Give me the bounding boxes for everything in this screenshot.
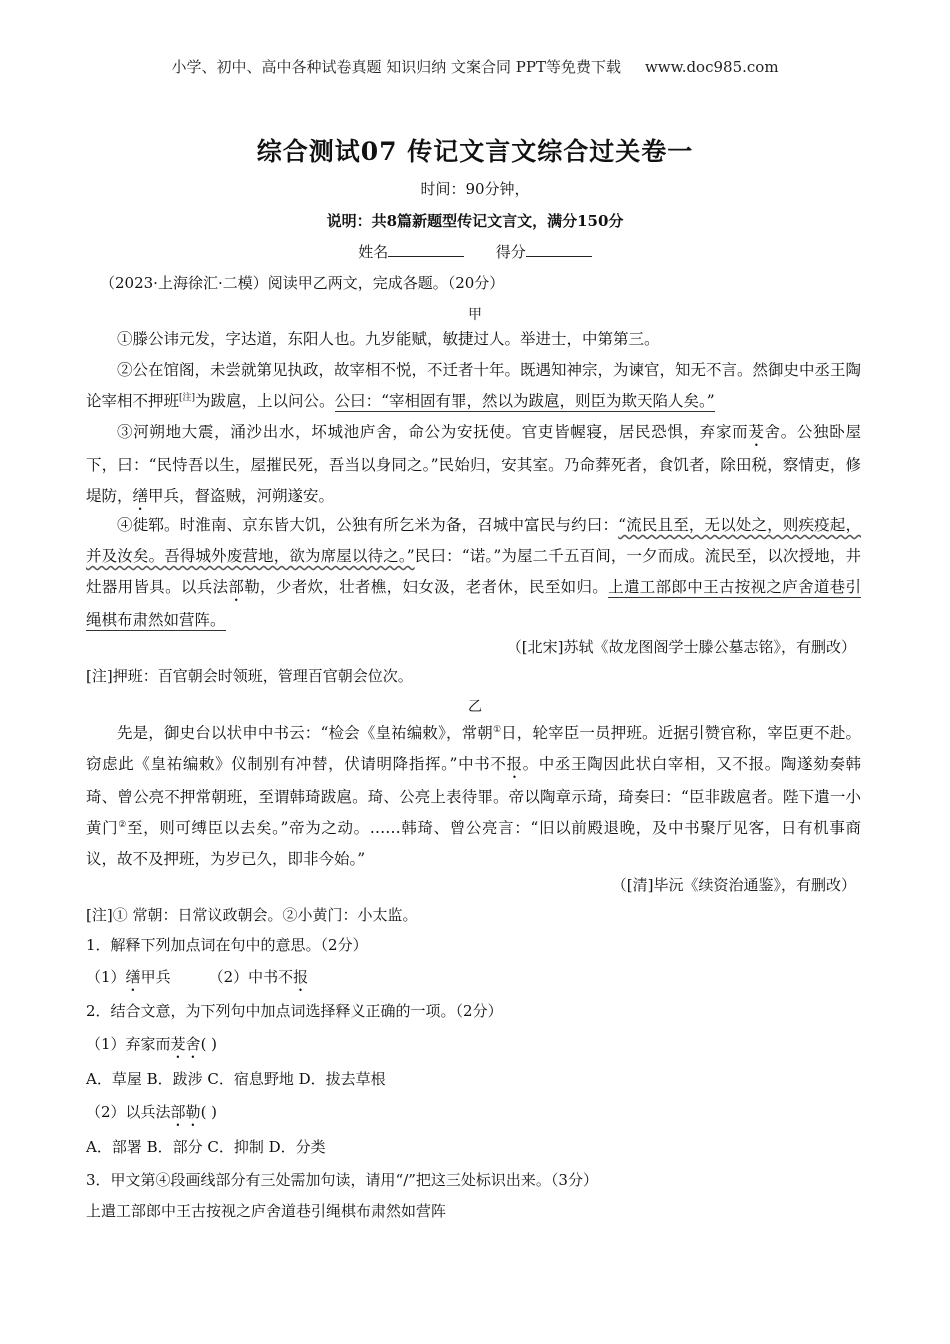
question-2-1-options: A．草屋 B．跋涉 C．宿息野地 D．拔去草根: [86, 1070, 386, 1088]
jia-paragraph-2: ②公在馆阁，未尝就第见执政，故宰相不悦，不迁者十年。既遇知神宗，为谏官，知无不言。然御史中丞王陶论宰相不押班[注]为跋扈，上以问公。公曰：“宰相固有罪，然以为跋扈，则臣为欺天陷人矣。”: [86, 361, 862, 410]
question-1-items: （1）缮甲兵 （2）中书不报: [86, 968, 309, 986]
dotted-word: 部: [228, 578, 245, 596]
exam-note: 说明：共8篇新题型传记文言文，满分150分: [326, 212, 624, 230]
jia-heading: 甲: [468, 307, 482, 323]
score-label: 得分: [495, 243, 526, 261]
dotted-word: 缮: [132, 487, 149, 505]
dotted-word: 茇舍: [170, 1035, 201, 1053]
score-blank[interactable]: [526, 242, 592, 257]
banner-text: 小学、初中、高中各种试卷真题 知识归纳 文案合同 PPT等免费下载: [171, 58, 621, 76]
yi-source: （[清]毕沅《续资治通鉴》，有删改）: [611, 876, 856, 894]
banner-url[interactable]: www.doc985.com: [644, 58, 779, 76]
dotted-word: 茇: [748, 423, 765, 441]
dotted-word: 缮: [125, 968, 141, 986]
dotted-word: 报: [506, 755, 523, 773]
yi-annotation: [注]① 常朝：日常议政朝会。②小黄门：小太监。: [86, 906, 418, 924]
underlined-sentence: 公曰：“宰相固有罪，然以为跋扈，则臣为欺天陷人矣。”: [334, 392, 715, 410]
question-2-2: （2）以兵法部勒( ): [86, 1103, 218, 1121]
question-3: 3．甲文第④段画线部分有三处需加句读，请用“/”把这三处标识出来。（3分）: [86, 1171, 598, 1189]
jia-paragraph-3: ③河朔地大震，涌沙出水，坏城池庐舍，命公为安抚使。官吏皆幄寝，居民恐惧，弃家而茇舍。公独卧屋下，曰：“民恃吾以生，屋摧民死，吾当以身同之。”民始归，安其室。乃命葬死者，食饥者，除田税，察情吏，修堤防，缮甲兵，督盗贼，河朔遂安。: [86, 423, 861, 505]
name-label: 姓名: [358, 243, 389, 261]
exam-time: 时间：90分钟，: [420, 180, 530, 198]
intro-line: （2023·上海徐汇·二模）阅读甲乙两文，完成各题。（20分）: [100, 274, 505, 292]
question-2: 2．结合文意，为下列句中加点词选择释义正确的一项。（2分）: [86, 1002, 503, 1020]
yi-heading: 乙: [468, 699, 482, 715]
name-score-line: [0, 241, 950, 262]
jia-paragraph-4: ④徙郓。时淮南、京东皆大饥，公独有所乞米为备，召城中富民与约曰：“流民且至，无以处之，则疾疫起，并及汝矣。吾得城外废营地，欲为席屋以待之。”民曰：“诺。”为屋二千五百间，一夕而成。流民至，以次授地，井灶器用皆具。以兵法部勒，少者炊，壮者樵，妇女汲，老者休，民至如归。上遣工部郎中王古按视之庐舍道巷引绳棋布肃然如营阵。: [86, 516, 861, 629]
question-3-text: 上遣工部郎中王古按视之庐舍道巷引绳棋布肃然如营阵: [86, 1202, 447, 1220]
jia-source: （[北宋]苏轼《故龙图阁学士滕公墓志铭》，有删改）: [506, 638, 856, 656]
name-blank[interactable]: [388, 242, 464, 257]
question-1: 1．解释下列加点词在句中的意思。（2分）: [86, 936, 368, 954]
jia-annotation: [注]押班：百官朝会时领班，管理百官朝会位次。: [86, 667, 413, 685]
underlined-sentence: 上遣工部郎中王古按视之庐舍道巷引绳棋布肃然如营阵。: [86, 578, 861, 629]
jia-paragraph-1: ①滕公讳元发，字达道，东阳人也。九岁能赋，敏捷过人。举进士，中第第三。: [117, 330, 660, 348]
question-2-2-options: A．部署 B．部分 C．抑制 D．分类: [86, 1138, 326, 1156]
yi-paragraph: 先是，御史台以状申中书云：“检会《皇祐编敕》，常朝①日，轮宰臣一员押班。近据引赞官称，宰臣更不赴。窃虑此《皇祐编敕》仪制别有冲替，伏请明降指挥。”中书不报。中丞王陶因此状白宰相，又不报。陶遂劾奏韩琦、曾公亮不押常朝班，至谓韩琦跋扈。琦、公亮上表待罪。帝以陶章示琦，琦奏曰：“臣非跋扈者。陛下遣一小黄门②至，则可缚臣以去矣。”帝为之动。……韩琦、曾公亮言：“旧以前殿退晚，及中书聚厅见客，日有机事商议，故不及押班，为岁已久，即非今始。”: [86, 724, 861, 868]
question-2-1: （1）弃家而茇舍( ): [86, 1035, 218, 1053]
dotted-word: 报: [293, 968, 309, 986]
wavy-underlined-sentence: “流民且至，无以处之，则疾疫起，并及汝矣。吾得城外废营地，欲为席屋以待之。”: [86, 516, 861, 565]
dotted-word: 部勒: [170, 1103, 201, 1121]
header-banner: [0, 56, 950, 77]
page-title: 综合测试07 传记文言文综合过关卷一: [256, 137, 694, 166]
